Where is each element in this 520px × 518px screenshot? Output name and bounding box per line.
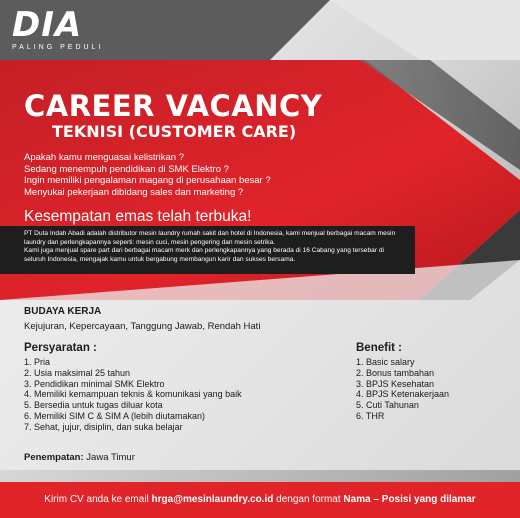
footer-middle: dengan format xyxy=(276,494,341,505)
placement-label: Penempatan: xyxy=(24,452,84,463)
job-position-title: TEKNISI (CUSTOMER CARE) xyxy=(52,122,297,141)
placement-info xyxy=(24,452,135,463)
requirements-section xyxy=(24,342,242,433)
benefits-list xyxy=(356,357,449,422)
slogan: Kesempatan emas telah terbuka! xyxy=(24,208,252,225)
logo-tagline: PALING PEDULI xyxy=(12,44,104,51)
contact-email-link[interactable]: hrga@mesinlaundry.co.id xyxy=(151,494,274,505)
logo-mark: DIA xyxy=(12,5,83,45)
question-item: Menyukai pekerjaan dibidang sales dan marketing ? xyxy=(24,186,244,198)
question-item: Ingin memiliki pengalaman magang di perusahaan besar ? xyxy=(24,175,271,186)
requirements-title: Persyaratan : xyxy=(24,342,97,354)
top-right-light xyxy=(330,0,520,60)
page-title: CAREER VACANCY xyxy=(24,89,323,123)
culture-section xyxy=(24,306,260,332)
list-item: 2. Bonus tambahan xyxy=(356,367,435,378)
culture-label: BUDAYA KERJA xyxy=(24,306,102,317)
footer-banner xyxy=(0,482,520,518)
hero-section xyxy=(24,90,322,226)
list-item: 6. Memiliki SIM C & SIM A (lebih diutamakan) xyxy=(24,410,206,421)
company-description xyxy=(0,226,415,274)
list-item: 3. Pendidikan minimal SMK Elektro xyxy=(24,378,165,389)
benefits-section xyxy=(356,342,449,422)
requirements-list xyxy=(24,357,242,433)
description-paragraph: Kami juga menjual spare part dari berbagai macam merk dan perlengkapannya yang berada di 16 Cabang yang tersebar di seluruh Indonesia, mengajak kamu untuk bergabung membangun karir dan sukses bersama. xyxy=(24,247,384,263)
list-item: 4. BPJS Ketenakerjaan xyxy=(356,389,450,400)
placement-value: Jawa Timur xyxy=(86,452,135,463)
culture-values: Kejujuran, Kepercayaan, Tanggung Jawab, Rendah Hati xyxy=(24,321,261,332)
benefits-title: Benefit : xyxy=(356,342,402,354)
question-item: Apakah kamu menguasai kelistrikan ? xyxy=(24,152,185,163)
list-item: 4. Memiliki kemampuan teknis & komunikasi yang baik xyxy=(24,389,242,400)
list-item: 2. Usia maksimal 25 tahun xyxy=(24,367,131,378)
list-item: 3. BPJS Kesehatan xyxy=(356,378,435,389)
list-item: 7. Sehat, jujur, disiplin, dan suka belajar xyxy=(24,421,183,432)
company-logo xyxy=(12,5,104,51)
application-format: Nama – Posisi yang dilamar xyxy=(343,494,476,505)
list-item: 5. Cuti Tahunan xyxy=(356,400,419,411)
question-list xyxy=(24,152,322,198)
list-item: 6. THR xyxy=(356,410,385,421)
list-item: 5. Bersedia untuk tugas diluar kota xyxy=(24,400,163,411)
list-item: 1. Pria xyxy=(24,357,51,367)
description-paragraph: PT Duta Indah Abadi adalah distributor mesin laundry rumah sakit dan hotel di Indonesia, kami menjual berbagai macam mesin laundry dan perlengkapannya seperti: mesin cuci, mesin pengering dan mesin setrika. xyxy=(24,230,396,246)
footer-prefix: Kirim CV anda ke email xyxy=(44,494,149,505)
list-item: 1. Basic salary xyxy=(356,357,415,367)
question-item: Sedang menempuh pendidikan di SMK Elektro ? xyxy=(24,163,229,175)
